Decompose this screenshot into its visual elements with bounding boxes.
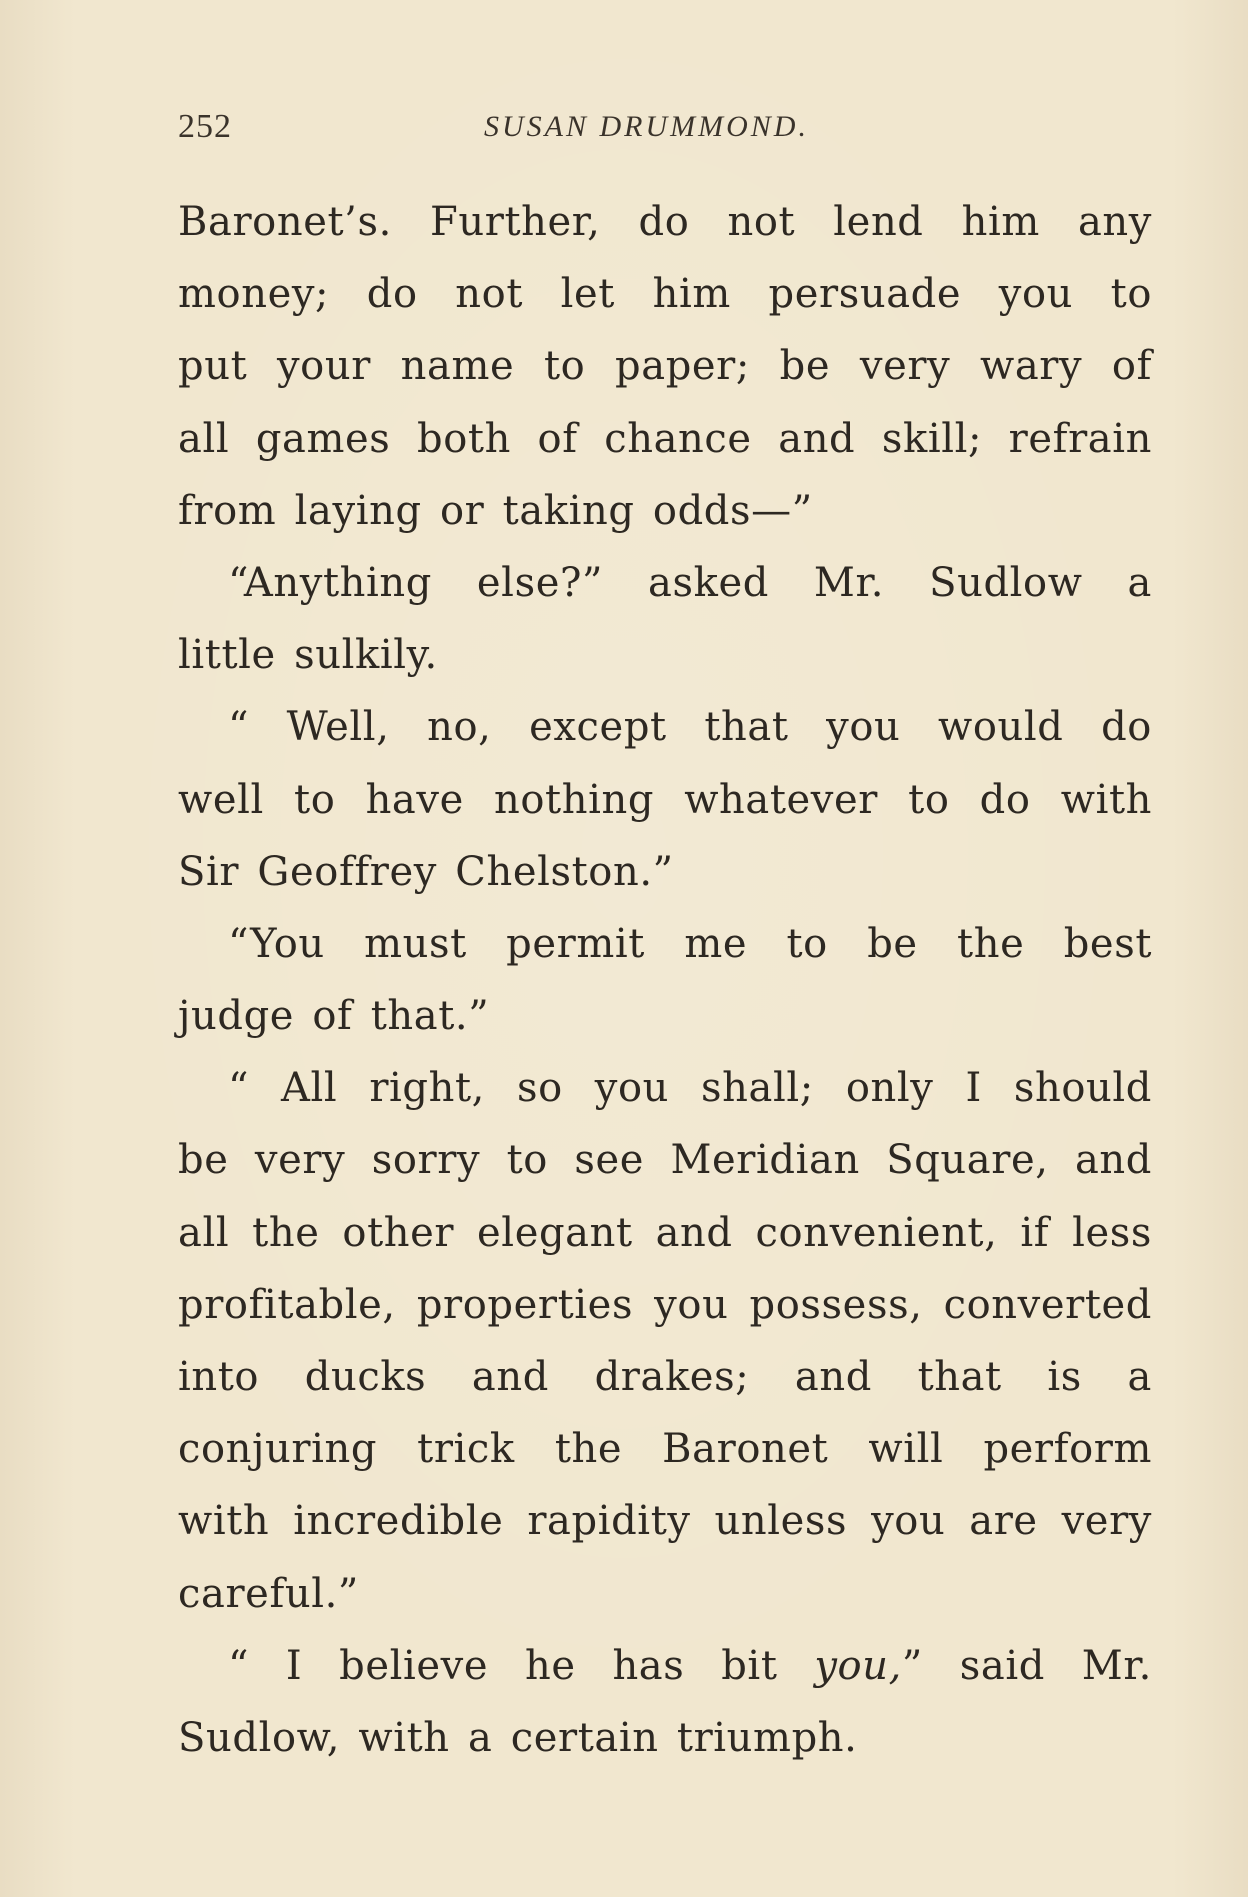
text-line: all the other elegant and convenient, if less xyxy=(178,1209,1152,1256)
page-number: 252 xyxy=(178,108,232,145)
text-line: careful.” xyxy=(178,1570,359,1617)
text-line: conjuring trick the Baronet will perform xyxy=(178,1426,1152,1473)
text-line: Sir Geoffrey Chelston.” xyxy=(178,848,674,895)
text-segment: “ I believe he has bit xyxy=(228,1642,815,1689)
text-line: judge of that.” xyxy=(178,993,490,1040)
text-line: be very sorry to see Meridian Square, and xyxy=(178,1137,1152,1184)
text-line: “You must permit me to be the best xyxy=(228,920,1152,967)
text-line: “Anything else?” asked Mr. Sudlow a xyxy=(228,559,1152,606)
body-text xyxy=(178,186,1152,1774)
text-line: with incredible rapidity unless you are very xyxy=(178,1498,1152,1545)
italic-word: you, xyxy=(814,1642,902,1689)
text-line: little sulkily. xyxy=(178,632,438,679)
text-line: from laying or taking odds—” xyxy=(178,487,813,534)
text-line: “ Well, no, except that you would do xyxy=(228,704,1152,751)
text-line-last-paragraph xyxy=(178,1630,1152,1702)
text-line: Baronet’s. Further, do not lend him any xyxy=(178,199,1152,245)
text-line: Sudlow, with a certain triumph. xyxy=(178,1714,858,1761)
running-head xyxy=(178,108,1146,154)
text-line: profitable, properties you possess, converted xyxy=(178,1281,1152,1328)
text-line: well to have nothing whatever to do with xyxy=(178,776,1152,823)
text-line: money; do not let him persuade you to xyxy=(178,271,1152,318)
text-segment: ” said Mr. xyxy=(901,1642,1152,1689)
text-line: all games both of chance and skill; refrain xyxy=(178,415,1152,462)
text-line: put your name to paper; be very wary of xyxy=(178,343,1152,390)
text-line: “ All right, so you shall; only I should xyxy=(228,1065,1152,1112)
book-title: SUSAN DRUMMOND. xyxy=(484,110,809,143)
text-line: into ducks and drakes; and that is a xyxy=(178,1354,1152,1400)
